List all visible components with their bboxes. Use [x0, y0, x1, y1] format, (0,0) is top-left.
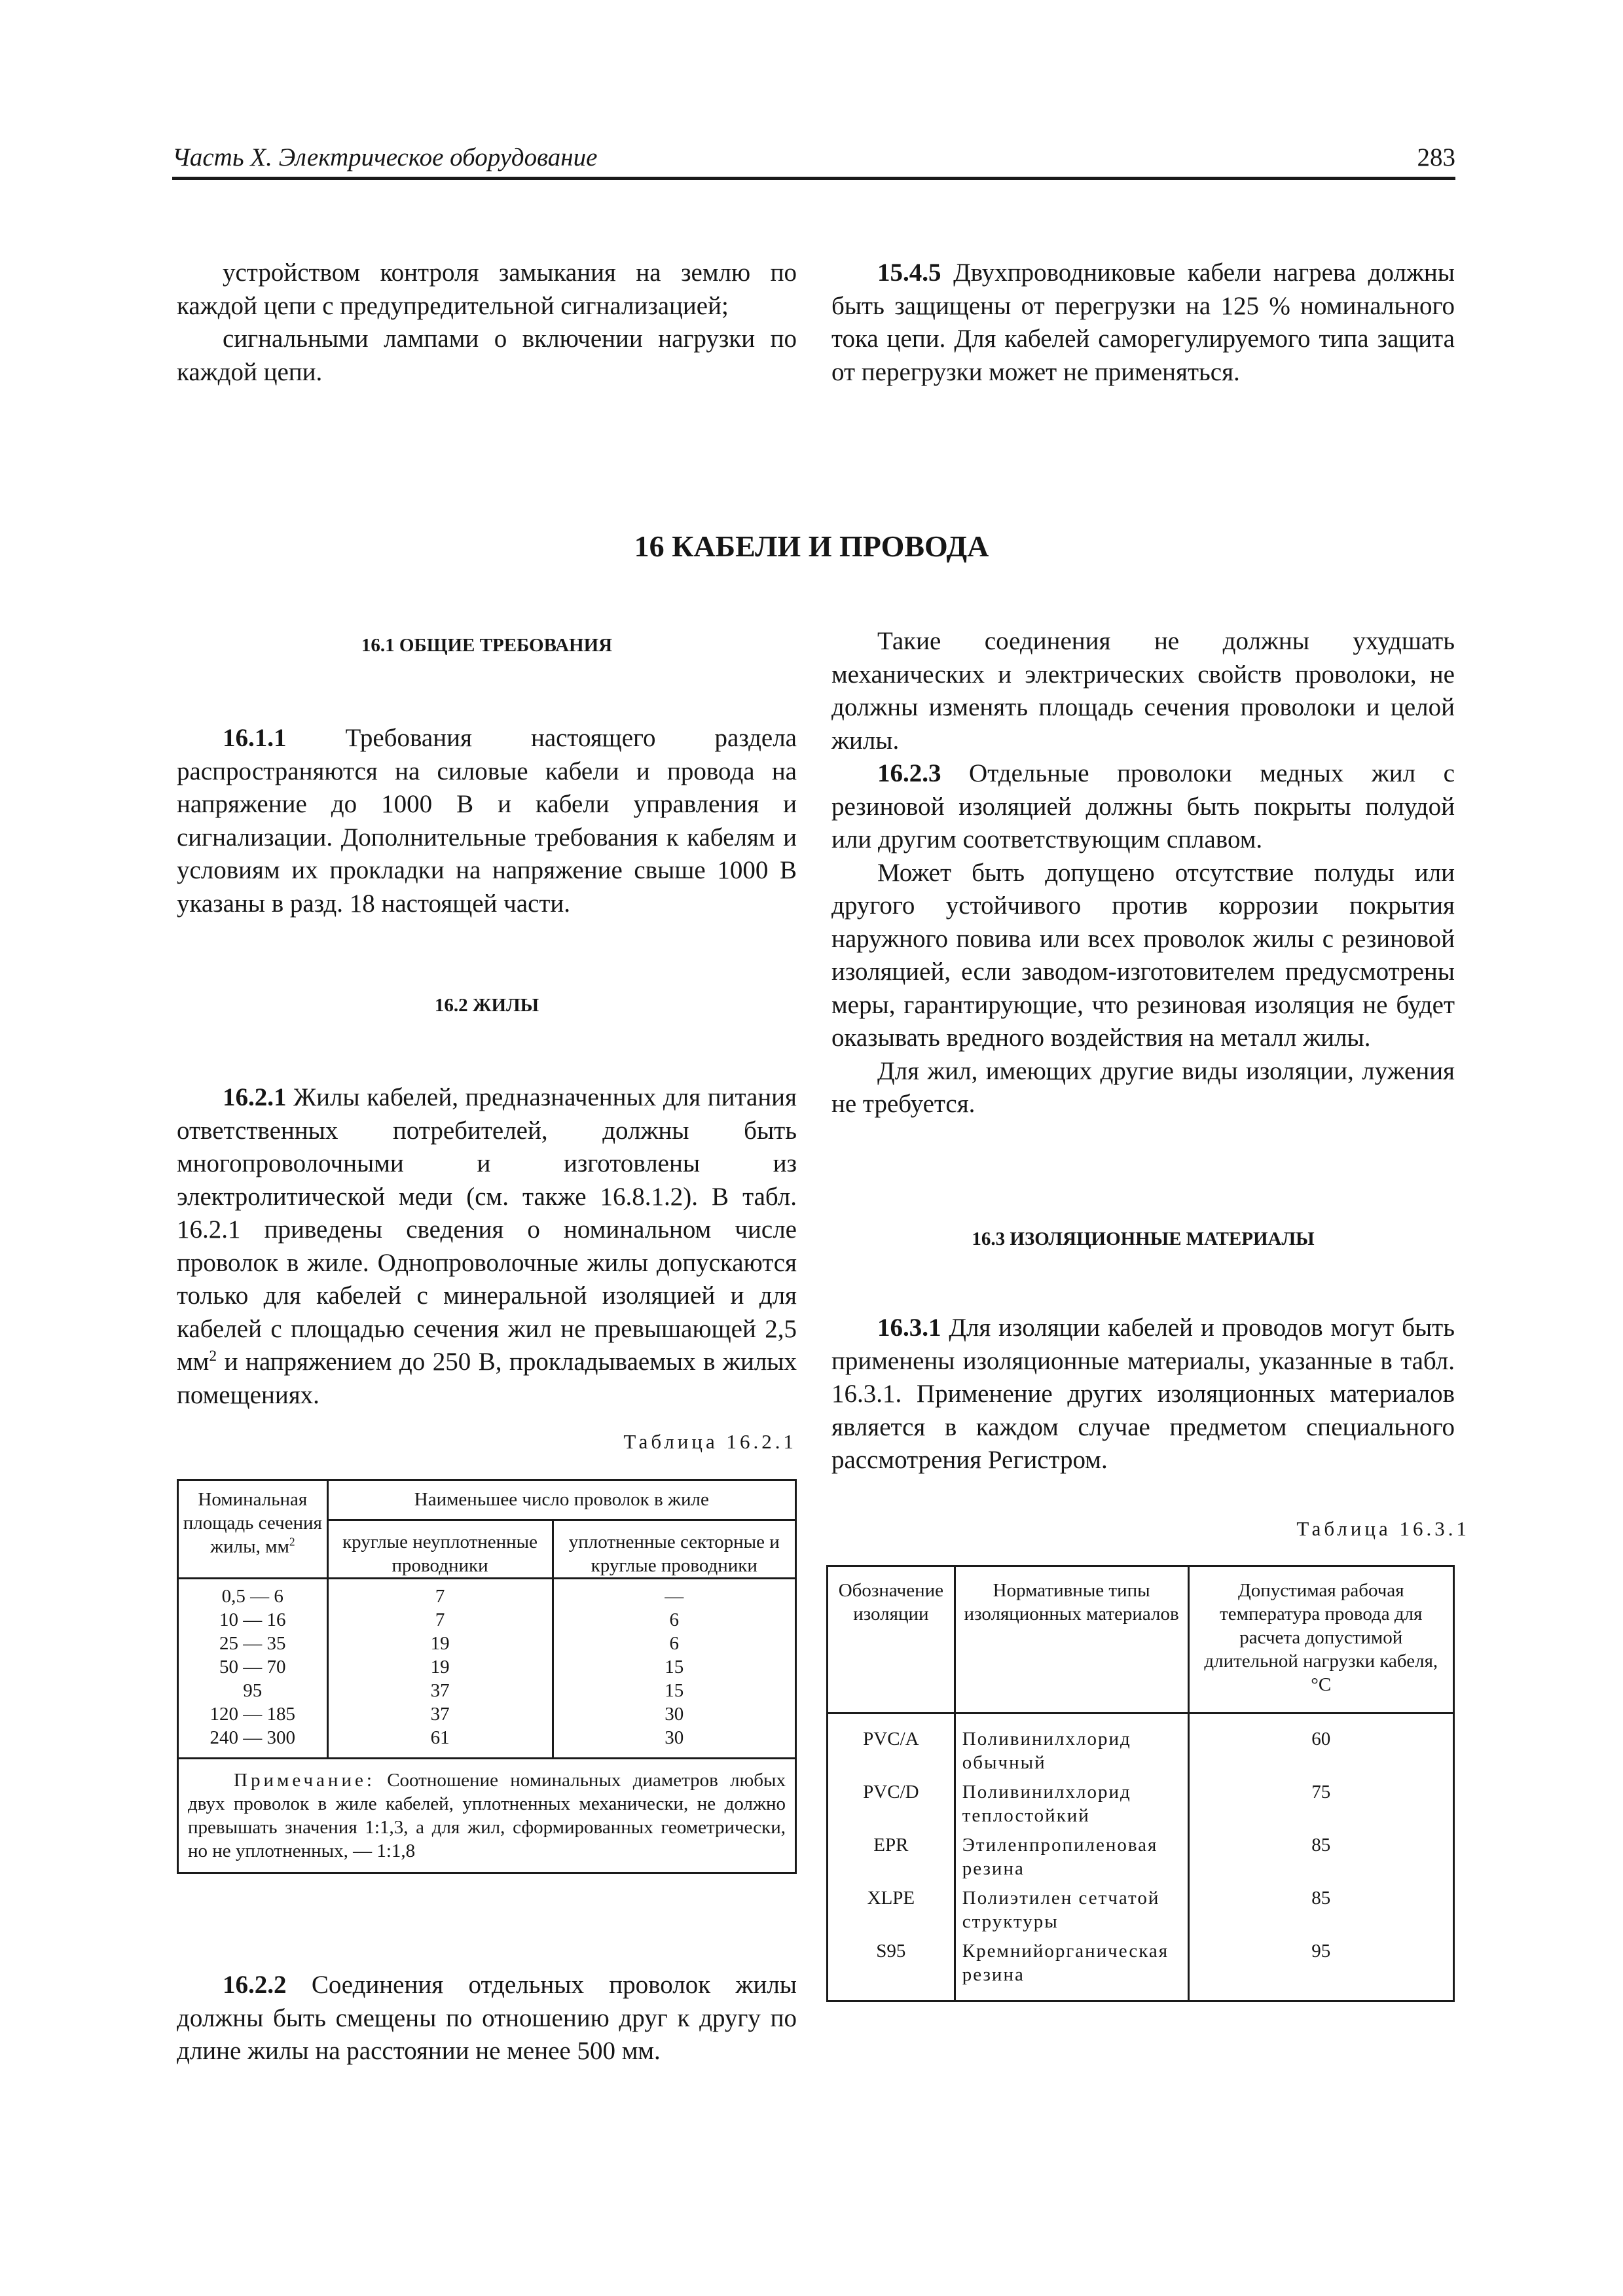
clause-number: 16.2.1: [223, 1083, 287, 1111]
clause-text: Требования настоящего раздела распространяются на силовые кабели и провода на напряжение до 1000 В и кабели управления и сигнализации. Дополнительные требования к кабелям и условиям их прокладки на напряжение свыше 1000 В указаны в разд. 18 настоящей части.: [177, 724, 797, 918]
section-16-3-body: [831, 1312, 1455, 1477]
paragraph-16-2-1: [177, 1081, 797, 1412]
note-text: Соотношение номинальных диаметров любых двух проволок в жиле кабелей, уплотненных механически, не должно превышать значения 1:1,3, а для жил, сформированных геометрически, но не уплотненных, — 1:1,8: [188, 1770, 786, 1861]
table-cell: 85: [1311, 1835, 1331, 1856]
table-note: [178, 1759, 796, 1873]
designation-column: [828, 1713, 955, 2001]
table-cell: S95: [876, 1941, 906, 1962]
table-cell: 25 — 35: [219, 1633, 286, 1654]
table-cell: 19: [430, 1657, 450, 1677]
table-cell: 85: [1311, 1888, 1331, 1909]
paragraph-15-4-5: [831, 257, 1455, 389]
table-cell: Поливинилхлорид теплостойкий: [962, 1782, 1131, 1826]
clause-number: 16.2.2: [223, 1971, 287, 1999]
clause-number: 15.4.5: [877, 259, 941, 287]
table-16-2-1: [177, 1479, 797, 1874]
superscript: 2: [209, 1348, 217, 1365]
paragraph-16-2-2-block: [177, 1969, 797, 2068]
table-caption-16-3-1: Таблица 16.3.1: [1296, 1517, 1470, 1540]
temperature-column: [1188, 1713, 1453, 2001]
section-heading-16-2: 16.2 ЖИЛЫ: [434, 995, 539, 1016]
col-header-area: Номинальная площадь сечения жилы, $мм^2$: [178, 1480, 328, 1579]
note-label: Примечание:: [234, 1770, 375, 1791]
paragraph: сигнальными лампами о включении нагрузки по каждой цепи.: [177, 325, 797, 386]
table-cell: 0,5 — 6: [221, 1586, 283, 1607]
section-16-2-body-left: [177, 1081, 797, 1412]
table-cell: Этиленпропиленовая резина: [962, 1835, 1158, 1879]
table-cell: Полиэтилен сетчатой структуры: [962, 1888, 1160, 1932]
clause-text: Для изоляции кабелей и проводов могут быть применены изоляционные материалы, указанные в табл. 16.3.1. Применение других изоляционных материалов является в каждом случае предметом специального рассмотрения Регистром.: [831, 1314, 1455, 1474]
table-cell: 6: [669, 1633, 679, 1654]
paragraph: Для жил, имеющих другие виды изоляции, лужения не требуется.: [831, 1056, 1455, 1118]
table-cell: 60: [1311, 1729, 1331, 1749]
header-rule: [172, 177, 1455, 180]
table-cell: 95: [243, 1680, 263, 1701]
chapter-title: 16 КАБЕЛИ И ПРОВОДА: [634, 529, 989, 563]
table-cell: 30: [665, 1727, 684, 1748]
col-header-round: круглые неуплотненные проводники: [327, 1520, 553, 1579]
table-cell: PVC/A: [863, 1729, 919, 1749]
table-cell: 30: [665, 1704, 684, 1725]
table-cell: —: [665, 1586, 684, 1607]
area-column: [178, 1579, 328, 1759]
table-cell: 6: [669, 1609, 679, 1630]
top-left-column: [177, 257, 797, 389]
table-cell: Поливинилхлорид обычный: [962, 1729, 1131, 1773]
section-16-1-body: [177, 722, 797, 920]
table-cell: PVC/D: [863, 1782, 919, 1803]
clause-text: и напряжением до 250 В, прокладываемых в жилых помещениях.: [177, 1348, 797, 1409]
section-heading-16-3: 16.3 ИЗОЛЯЦИОННЫЕ МАТЕРИАЛЫ: [972, 1229, 1315, 1249]
table-cell: EPR: [873, 1835, 909, 1856]
clause-number: 16.2.3: [877, 759, 941, 787]
col-header-material: Нормативные типы изоляционных материалов: [955, 1566, 1188, 1713]
clause-text: Соединения отдельных проволок жилы должны быть смещены по отношению друг к другу по длине жилы на расстоянии не менее 500 мм.: [177, 1971, 797, 2065]
material-column: [955, 1713, 1188, 2001]
table-cell: 240 — 300: [210, 1727, 296, 1748]
col-header-designation: Обозначение изоляции: [828, 1566, 955, 1713]
top-right-column: [831, 257, 1455, 389]
table-cell: Кремнийорганическая резина: [962, 1941, 1169, 1985]
table-cell: 19: [430, 1633, 450, 1654]
table-cell: 95: [1311, 1941, 1331, 1962]
table-cell: 37: [430, 1680, 450, 1701]
table-cell: 37: [430, 1704, 450, 1725]
table-cell: 7: [435, 1586, 445, 1607]
table-caption-16-2-1: Таблица 16.2.1: [623, 1430, 797, 1453]
page-number: 283: [1417, 143, 1455, 171]
table-cell: 50 — 70: [219, 1657, 286, 1677]
compact-column: [553, 1579, 795, 1759]
clause-number: 16.1.1: [223, 724, 287, 752]
table-16-3-1: [826, 1565, 1455, 2002]
table-cell: XLPE: [867, 1888, 915, 1909]
table-cell: 75: [1311, 1782, 1331, 1803]
paragraph-16-2-3: [831, 757, 1455, 857]
table-cell: 61: [430, 1727, 450, 1748]
clause-text: Жилы кабелей, предназначенных для питания ответственных потребителей, должны быть многопроволочными и изготовлены из электролитической меди (см. также 16.8.1.2). В табл. 16.2.1 приведены сведения о номинальном числе проволок в жиле. Однопроволочные жилы допускаются только для кабелей с минеральной изоляцией и для кабелей с площадью сечения жил не превышающей 2,5 мм: [177, 1083, 797, 1376]
table-cell: 7: [435, 1609, 445, 1630]
col-header-compact: уплотненные секторные и круглые проводники: [553, 1520, 795, 1579]
table-cell: 15: [665, 1657, 684, 1677]
paragraph-16-2-2: [177, 1969, 797, 2068]
paragraph-16-1-1: [177, 722, 797, 920]
paragraph: Такие соединения не должны ухудшать механических и электрических свойств проволоки, не должны изменять площадь сечения проволоки и целой жилы.: [831, 627, 1455, 755]
table-cell: 10 — 16: [219, 1609, 286, 1630]
table-cell: 15: [665, 1680, 684, 1701]
col-header-temperature: Допустимая рабочая температура провода для расчета допустимой длительной нагрузки кабеля, °С: [1188, 1566, 1453, 1713]
section-16-2-body-right: [831, 625, 1455, 1121]
clause-text: Двухпроводниковые кабели нагрева должны быть защищены от перегрузки на 125 % номинального тока цепи. Для кабелей саморегулируемого типа защита от перегрузки может не применяться.: [831, 259, 1455, 386]
paragraph: устройством контроля замыкания на землю по каждой цепи с предупредительной сигнализацией;: [177, 259, 797, 320]
running-header-title: Часть X. Электрическое оборудование: [172, 143, 598, 171]
paragraph-16-3-1: [831, 1312, 1455, 1477]
clause-text: Отдельные проволоки медных жил с резиновой изоляцией должны быть покрыты полудой или другим соответствующим сплавом.: [831, 759, 1455, 853]
group-header: Наименьшее число проволок в жиле: [327, 1480, 795, 1520]
round-column: [327, 1579, 553, 1759]
clause-number: 16.3.1: [877, 1314, 941, 1342]
table-cell: 120 — 185: [210, 1704, 296, 1725]
paragraph: Может быть допущено отсутствие полуды или другого устойчивого против коррозии покрытия наружного повива или всех проволок жилы с резиновой изоляцией, если заводом-изготовителем предусмотрены меры, гарантирующие, что резиновая изоляция не будет оказывать вредного воздействия на металл жилы.: [831, 858, 1455, 1052]
section-heading-16-1: 16.1 ОБЩИЕ ТРЕБОВАНИЯ: [361, 635, 613, 656]
